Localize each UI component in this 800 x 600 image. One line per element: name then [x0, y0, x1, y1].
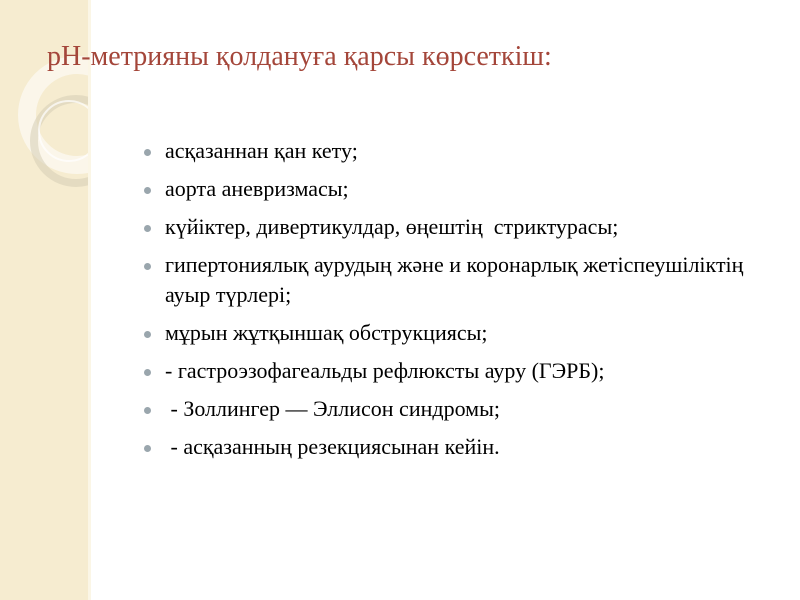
bullet-text: аорта аневризмасы;	[165, 176, 349, 201]
bullet-text: күйіктер, дивертикулдар, өңештің стриктурасы;	[165, 214, 619, 239]
bullet-dot-icon	[144, 149, 151, 156]
bullet-item	[142, 136, 772, 166]
bullet-text: - асқазанның резекциясынан кейін.	[165, 434, 500, 459]
bullet-dot-icon	[144, 331, 151, 338]
bullet-text: - гастроэзофагеальды рефлюксты ауру (ГЭРБ);	[165, 358, 605, 383]
slide-title: pH-метрияны қолдануға қарсы көрсеткіш:	[47, 41, 552, 72]
bullet-item	[142, 432, 772, 462]
bullet-list	[142, 136, 772, 470]
bullet-text: асқазаннан қан кету;	[165, 138, 358, 163]
bullet-dot-icon	[144, 263, 151, 270]
bullet-item	[142, 212, 772, 242]
bullet-text: мұрын жұтқыншақ обструкциясы;	[165, 320, 488, 345]
decorative-side-panel	[0, 0, 88, 600]
bullet-item	[142, 318, 772, 348]
bullet-item	[142, 250, 772, 310]
bullet-dot-icon	[144, 369, 151, 376]
bullet-item	[142, 394, 772, 424]
bullet-dot-icon	[144, 187, 151, 194]
decorative-side-stripe	[88, 0, 91, 600]
bullet-item	[142, 174, 772, 204]
bullet-dot-icon	[144, 407, 151, 414]
bullet-dot-icon	[144, 445, 151, 452]
bullet-dot-icon	[144, 225, 151, 232]
bullet-text: - Золлингер — Эллисон синдромы;	[165, 396, 500, 421]
bullet-text: гипертониялық аурудың және и коронарлық жетіспеушіліктің ауыр түрлері;	[165, 252, 749, 307]
bullet-item	[142, 356, 772, 386]
